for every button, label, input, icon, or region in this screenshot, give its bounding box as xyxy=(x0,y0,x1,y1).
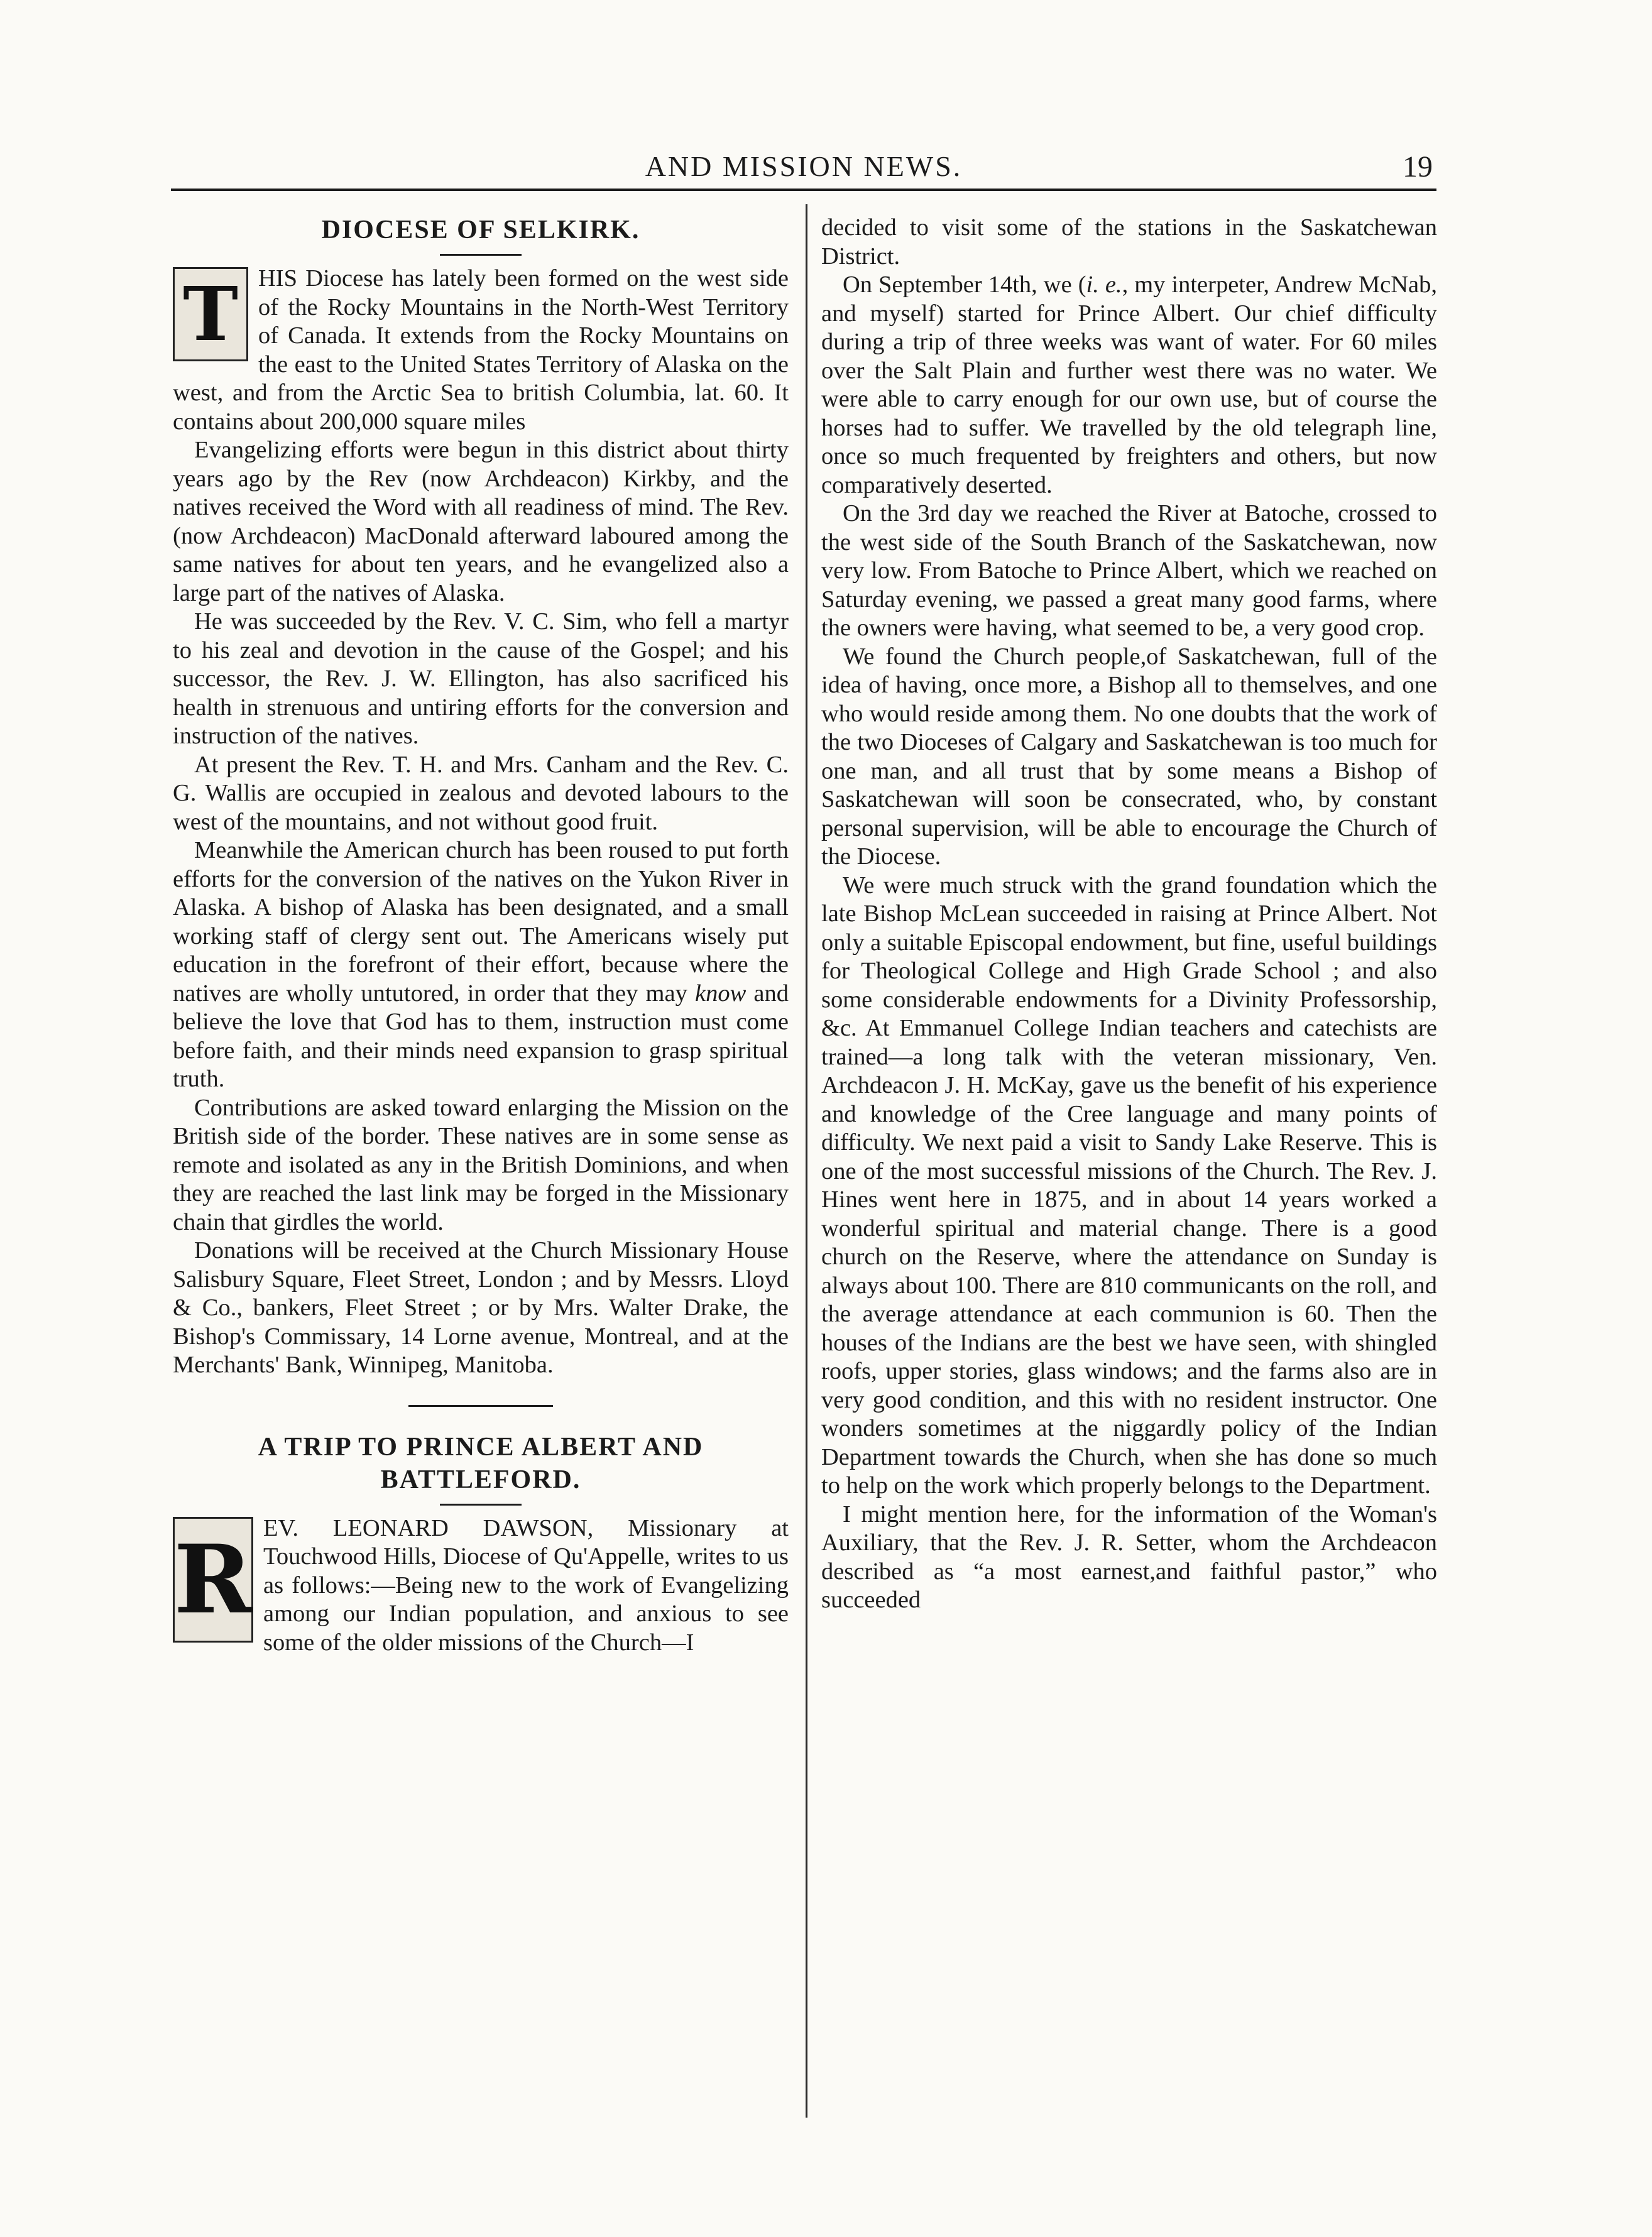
paragraph xyxy=(173,265,789,436)
paragraph: He was succeeded by the Rev. V. C. Sim, who fell a martyr to his zeal and devotion in the cause of the Gospel; and his successor, the Rev. J. W. Ellington, has also sacrificed his health in strenuous and untiring efforts for the conversion and instruction of the natives. xyxy=(173,608,789,749)
paragraph: decided to visit some of the stations in the Saskatchewan District. xyxy=(821,214,1437,270)
paragraph-text: EV. LEONARD DAWSON, Missionary at Touchwood Hills, Diocese of Qu'Appelle, writes to us as follows:—Being new to the work of Evangelizing among our Indian population, and anxious to see some of the older missions of the Church—I xyxy=(263,1514,789,1656)
article-title: DIOCESE OF SELKIRK. xyxy=(321,216,640,244)
column-rule xyxy=(806,204,807,2118)
article-title-line: A TRIP TO PRINCE ALBERT AND xyxy=(258,1432,704,1462)
page-header xyxy=(171,143,1436,194)
article-title-line: BATTLEFORD. xyxy=(380,1465,581,1494)
section-divider xyxy=(408,1405,553,1407)
paragraph xyxy=(173,836,789,1094)
title-rule xyxy=(440,1504,522,1506)
drop-cap: R xyxy=(173,1517,253,1643)
paragraph: I might mention here, for the information of the Woman's Auxiliary, that the Rev. J. R. Setter, whom the Archdeacon described as “a most earnest,and faithful pastor,” who succeeded xyxy=(821,1501,1437,1613)
paragraph: Donations will be received at the Church Missionary House Salisbury Square, Fleet Street, London ; and by Messrs. Lloyd & Co., bankers, Fleet Street ; or by Mrs. Walter Drake, the Bishop's Commissary, 14 Lorne avenue, Montreal, and at the Merchants' Bank, Winnipeg, Manitoba. xyxy=(173,1237,789,1378)
drop-cap: T xyxy=(173,267,248,361)
left-column xyxy=(173,214,789,1657)
paragraph-text: and believe the love that God has to them, instruction must come before faith, and their minds need expansion to grasp spiritual truth. xyxy=(173,980,789,1092)
running-title: AND MISSION NEWS. xyxy=(645,150,963,182)
paragraph-text: HIS Diocese has lately been formed on the west side of the Rocky Mountains in the North-West Territory of Canada. It extends from the Rocky Mountains on the east to the United States Territory of Alaska on the west, and from the Arctic Sea to british Columbia, lat. 60. It contains about 200,000 square miles xyxy=(173,265,789,435)
emphasis-text: i. e. xyxy=(1086,271,1122,298)
emphasis-text: know xyxy=(694,980,747,1007)
article-diocese-of-selkirk xyxy=(173,214,789,1380)
paragraph: We found the Church people,of Saskatchewan, full of the idea of having, once more, a Bishop all to themselves, and one who would reside among them. No one doubts that the work of the two Dioceses of Calgary and Saskatchewan is too much for one man, and all trust that by some means a Bishop of Saskatchewan will soon be consecrated, who, by constant personal supervision, will be able to encourage the Church of the Diocese. xyxy=(821,643,1437,870)
paragraph: Evangelizing efforts were begun in this district about thirty years ago by the Rev (now Archdeacon) Kirkby, and the natives received the Word with all readiness of mind. The Rev. (now Archdeacon) MacDonald afterward laboured among the same natives for about ten years, and he evangelized also a large part of the natives of Alaska. xyxy=(173,437,789,606)
paragraph: At present the Rev. T. H. and Mrs. Canham and the Rev. C. G. Wallis are occupied in zealous and devoted labours to the west of the mountains, and not without good fruit. xyxy=(173,751,789,835)
paragraph-text: , my interpeter, Andrew McNab, and myself) started for Prince Albert. Our chief difficulty during a trip of three weeks was want of water. For 60 miles over the Salt Plain and further west there was no water. We were able to carry enough for our own use, but of course the horses had to suffer. We travelled by the old telegraph line, once so much frequented by freighters and others, but now comparatively deserted. xyxy=(821,271,1437,498)
right-column xyxy=(821,214,1437,1615)
paragraph-text: Meanwhile the American church has been roused to put forth efforts for the conversion of the natives on the Yukon River in Alaska. A bishop of Alaska has been designated, and a small working staff of clergy sent out. The Americans wisely put education in the forefront of their effort, because where the natives are wholly untutored, in order that they may xyxy=(173,837,789,1007)
paragraph-text: On September 14th, we ( xyxy=(843,271,1086,298)
header-rule xyxy=(171,189,1436,191)
paragraph: Contributions are asked toward enlarging the Mission on the British side of the border. These natives are in some sense as remote and isolated as any in the British Dominions, and when they are reached the last link may be forged in the Missionary chain that girdles the world. xyxy=(173,1094,789,1235)
title-rule xyxy=(440,254,522,256)
page-number: 19 xyxy=(1403,150,1433,183)
paragraph: On the 3rd day we reached the River at Batoche, crossed to the west side of the South Branch of the Saskatchewan, now very low. From Batoche to Prince Albert, which we reached on Saturday evening, we passed a great many good farms, where the owners were having, what seemed to be, a very good crop. xyxy=(821,500,1437,641)
paragraph: We were much struck with the grand foundation which the late Bishop McLean succeeded in raising at Prince Albert. Not only a suitable Episcopal endowment, but fine, useful buildings for Theological College and High Grade School ; and also some considerable endowments for a Divinity Professorship, &c. At Emmanuel College Indian teachers and catechists are trained—a long talk with the veteran missionary, Ven. Archdeacon J. H. McKay, gave us the benefit of his experience and knowledge of the Cree language and many points of difficulty. We next paid a visit to Sandy Lake Reserve. This is one of the most successful missions of the Church. The Rev. J. Hines went here in 1875, and in about 14 years worked a wonderful spiritual and material change. There is a good church on the Reserve, where the attendance on Sunday is always about 100. There are 810 communicants on the roll, and the average attendance at each communion is 60. Then the houses of the Indians are the best we have seen, with shingled roofs, upper stories, glass windows; and the farms also are in very good condition, and this with no resident instructor. One wonders sometimes at the niggardly policy of the Indian Department towards the Church, when she has done so much to help on the work which properly belongs to the Department. xyxy=(821,872,1437,1499)
paragraph xyxy=(821,271,1437,500)
article-title xyxy=(173,1431,789,1496)
article-trip-to-prince-albert xyxy=(173,1431,789,1658)
paragraph xyxy=(173,1514,789,1658)
